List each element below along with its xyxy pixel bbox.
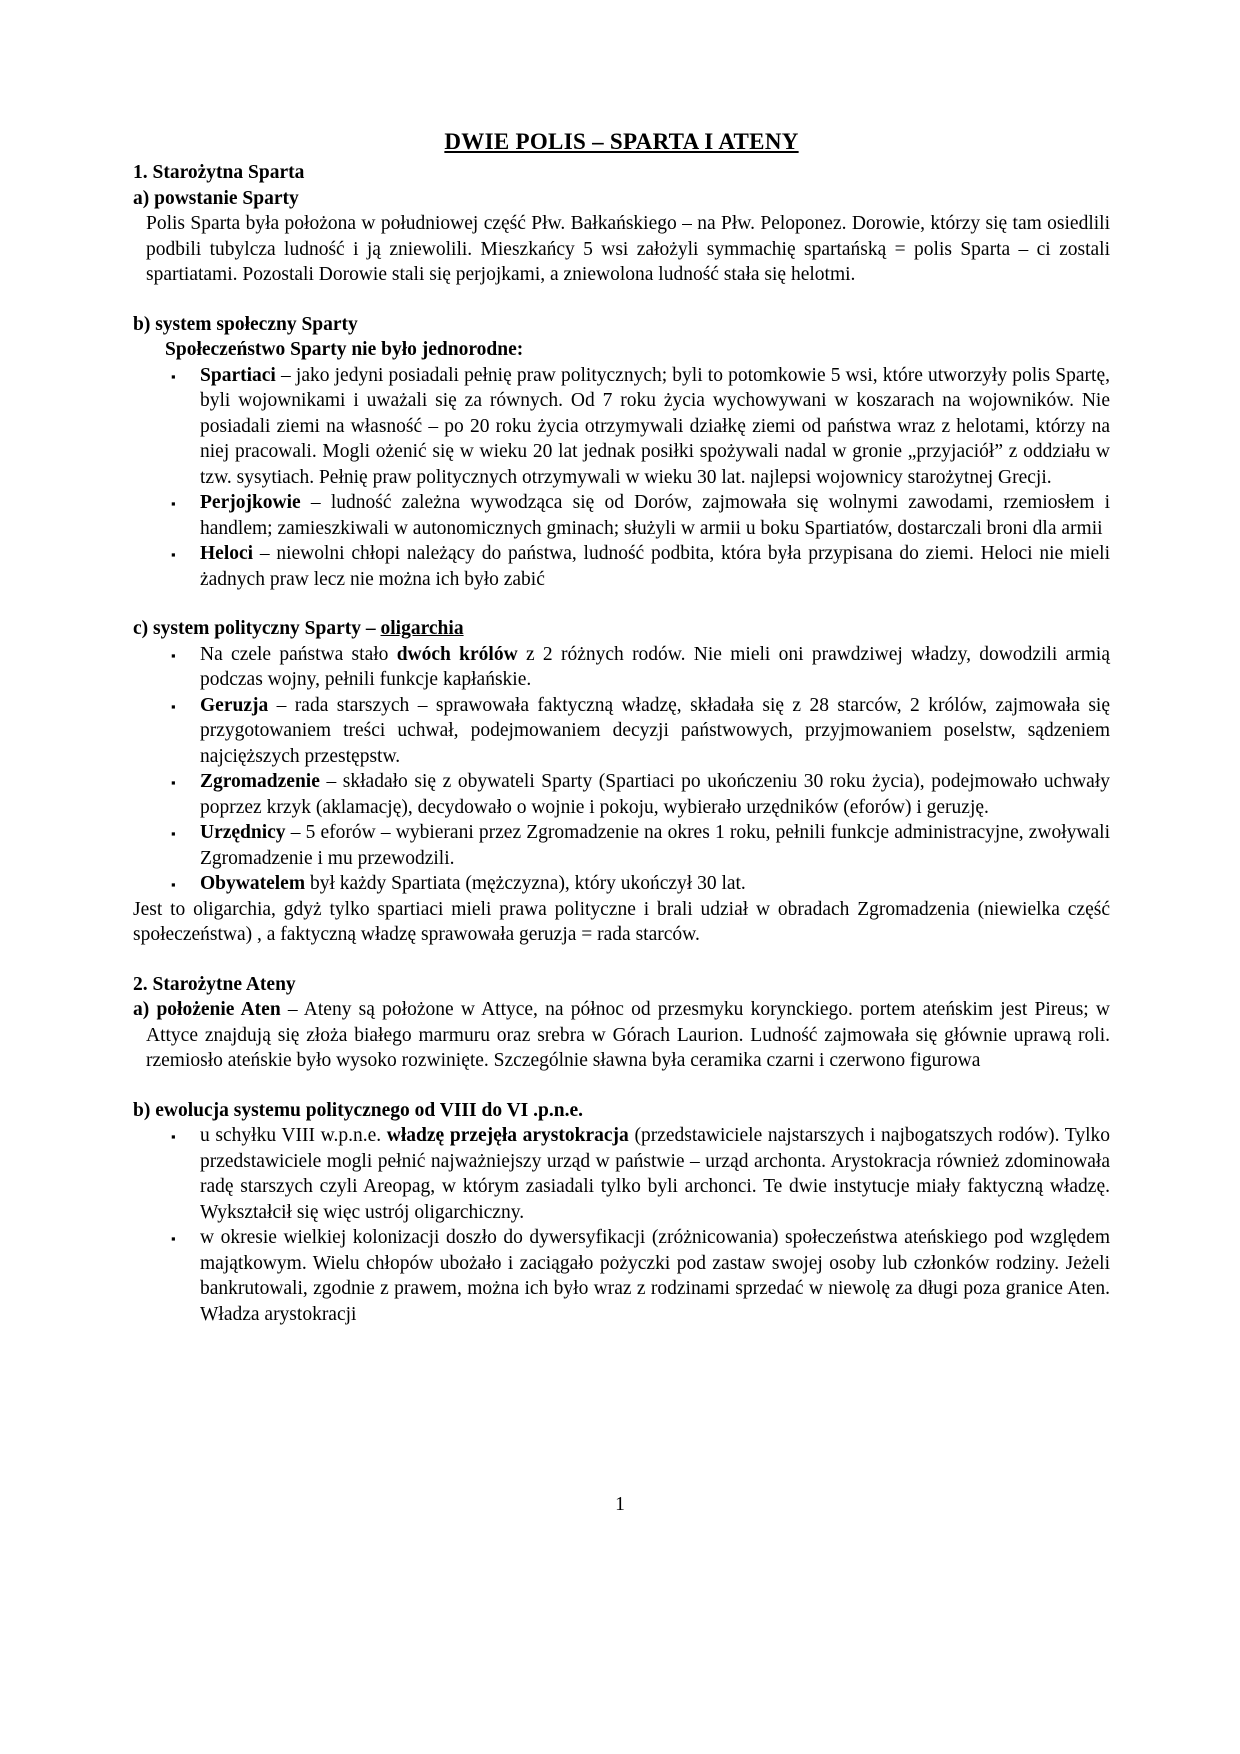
text-run: (przedstawiciele najstarszych i najbogatszych rodów). Tylko przedstawiciele mogli pełnić najważniejszy urząd w państwie – urząd archonta. Arystokracja również zdominowała radę starszych czyli Areopag, w którym zasiadali tylko byli archonci. Te dwie instytucje miały faktyczną władzę. Wykształcił się więc ustrój oligarchiczny.: [200, 1125, 1110, 1223]
text-run: – składało się z obywateli Sparty (Spartiaci po ukończeniu 30 roku życia), podejmowało uchwały poprzez krzyk (aklamację), decydowało o wojnie i pokoju, wybierało urzędników (eforów) i geruzję.: [200, 771, 1110, 818]
oligarchy-summary-paragraph: [133, 897, 1110, 948]
text-run: Zgromadzenie: [200, 771, 320, 792]
text-run: – Ateny są położone w Attyce, na północ od przesmyku korynckiego. portem ateńskim jest Pireus; w Attyce znajdują się złoża białego marmuru oraz srebra w Górach Laurion. Ludność zajmowała się głównie uprawą roli. rzemiosło ateńskie było wysoko rozwinięte. Szczególnie sławna była ceramika czarni i czerwono figurowa: [146, 999, 1111, 1071]
text-run: b) ewolucja systemu politycznego od VIII do VI .p.n.e.: [133, 1099, 583, 1121]
bullet-item: [171, 490, 1110, 541]
society-bullet-list: [133, 363, 1110, 593]
bullet-item: [171, 541, 1110, 592]
document-body: [133, 160, 1110, 1327]
text-run: c) system polityczny Sparty: [133, 618, 362, 639]
bullet-square-icon: ▪: [171, 547, 176, 562]
bullet-square-icon: ▪: [171, 698, 176, 714]
text-run: – rada starszych – sprawowała faktyczną władzę, składała się z 28 starców, 2 królów, zajmowała się przygotowaniem treści uchwał, podejmowaniem decyzji państwowych, przyjmowaniem poselstw, sądzeniem najcięższych przestępstw.: [200, 694, 1110, 767]
text-run: – 5 eforów – wybierani przez Zgromadzenie na okres 1 roku, pełnili funkcje administracyjne, zwoływali Zgromadzenie i mu przewodzili.: [200, 822, 1110, 869]
page-number: 1: [615, 1494, 625, 1515]
bullet-item: [171, 693, 1110, 770]
text-run: z 2 różnych rodów. Nie mieli oni prawdziwej władzy, dowodzili armią podczas wojny, pełnili funkcje kapłańskie.: [200, 643, 1110, 690]
text-run: Geruzja: [200, 694, 269, 716]
bullet-item: [171, 871, 1110, 897]
bullet-square-icon: ▪: [171, 1231, 176, 1246]
section-1a-heading: [133, 186, 1110, 212]
text-run: Polis Sparta była położona w południowej część Płw. Bałkańskiego – na Płw. Peloponez. Dorowie, którzy się tam osiedlili podbili tubylcza ludność i ją zniewolili. Mieszkańcy 5 wsi założyli symmachię spartańską = polis Sparta – ci zostali spartiatami. Pozostali Dorowie stali się perjojkami, a zniewolona ludność stała się helotmi.: [146, 213, 1110, 285]
bullet-square-icon: ▪: [171, 368, 176, 384]
bullet-square-icon: ▪: [171, 1129, 176, 1144]
text-run: Heloci: [200, 543, 254, 564]
text-run: –: [361, 618, 381, 639]
spacer-3: [133, 948, 1110, 972]
text-run: Na czele państwa stało: [200, 643, 397, 665]
text-run: w okresie wielkiej kolonizacji doszło do dywersyfikacji (zróżnicowania) społeczeństwa ateńskiego pod względem majątkowym. Wielu chłopów ubożało i zaciągało pożyczki pod zastaw swojej osoby lub członków rodziny. Jeżeli bankrutowali, zgodnie z prawem, można ich było wraz z rodzinami sprzedać w niewolę za długi poza granice Aten. Władza arystokracji: [200, 1227, 1110, 1325]
bullet-square-icon: ▪: [171, 775, 176, 790]
text-run: u schyłku VIII w.p.n.e.: [200, 1125, 387, 1146]
document-title: DWIE POLIS – SPARTA I ATENY: [444, 129, 799, 154]
text-run: a) położenie Aten: [133, 999, 281, 1020]
text-run: dwóch królów: [396, 643, 518, 665]
political-bullet-list: [133, 642, 1110, 897]
text-run: władzę przejęła arystokracja: [386, 1125, 629, 1146]
text-run: oligarchia: [380, 618, 464, 639]
section-2b-heading: [133, 1098, 1110, 1124]
text-run: – jako jedyni posiadali pełnię praw politycznych; byli to potomkowie 5 wsi, które utworzyły polis Spartę, byli wojownikami i uważali się za równych. Od 7 roku życia wychowywani w koszarach na wojowników. Nie posiadali ziemi na własność – po 20 roku życia otrzymywali działkę ziemi od państwa wraz z helotami, którzy na niej pracowali. Mogli ożenić się w wieku 20 lat jednak posiłki spożywali nadal w gronie „przyjaciół” z oddziału w tzw. sysytiach. Pełnię praw politycznych otrzymywali w wieku 30 lat. najlepsi wojownicy starożytnej Grecji.: [200, 364, 1110, 488]
text-run: Jest to oligarchia, gdyż tylko spartiaci mieli prawa polityczne i brali udział w obradach Zgromadzenia (niewielka część społeczeństwa) , a faktyczną władzę sprawowała geruzja = rada starców.: [133, 898, 1110, 945]
document-page: [133, 128, 1110, 1327]
spacer-4: [133, 1074, 1110, 1098]
bullet-square-icon: ▪: [171, 877, 176, 892]
bullet-item: [171, 1225, 1110, 1327]
bullet-item: [171, 769, 1110, 820]
text-run: 1. Starożytna Sparta: [133, 162, 305, 183]
society-subheading: [165, 337, 1110, 363]
text-run: Urzędnicy: [200, 822, 286, 843]
text-run: b) system społeczny Sparty: [133, 313, 358, 335]
text-run: a) powstanie Sparty: [133, 187, 299, 209]
bullet-square-icon: ▪: [171, 826, 176, 841]
bullet-square-icon: ▪: [171, 647, 176, 663]
section-1-heading: [133, 160, 1110, 186]
spacer-1: [133, 288, 1110, 312]
bullet-item: [171, 820, 1110, 871]
text-run: – niewolni chłopi należący do państwa, ludność podbita, która była przypisana do ziemi. Heloci nie mieli żadnych praw lecz nie można ich było zabić: [200, 543, 1110, 590]
sparta-origin-paragraph: [146, 211, 1110, 288]
evolution-bullet-list: [133, 1123, 1110, 1327]
text-run: Spartiaci: [200, 364, 276, 386]
text-run: Społeczeństwo Sparty nie było jednorodne:: [165, 339, 524, 360]
athens-location-paragraph: [133, 997, 1110, 1074]
section-1b-heading: [133, 312, 1110, 338]
bullet-item: [171, 363, 1110, 491]
text-run: – ludność zależna wywodząca się od Dorów, zajmowała się wolnymi zawodami, rzemiosłem i handlem; zamieszkiwali w autonomicznych gminach; służyli w armii u boku Spartiatów, dostarczali broni dla armii: [200, 492, 1110, 539]
bullet-item: [171, 642, 1110, 693]
section-1c-heading: [133, 616, 1110, 642]
bullet-item: [171, 1123, 1110, 1225]
section-2-heading: [133, 972, 1110, 998]
bullet-square-icon: ▪: [171, 496, 176, 511]
text-run: Perjojkowie: [200, 492, 301, 513]
text-run: był każdy Spartiata (mężczyzna), który ukończył 30 lat.: [305, 873, 746, 894]
text-run: 2. Starożytne Ateny: [133, 973, 296, 995]
text-run: Obywatelem: [200, 873, 306, 894]
spacer-2: [133, 592, 1110, 616]
